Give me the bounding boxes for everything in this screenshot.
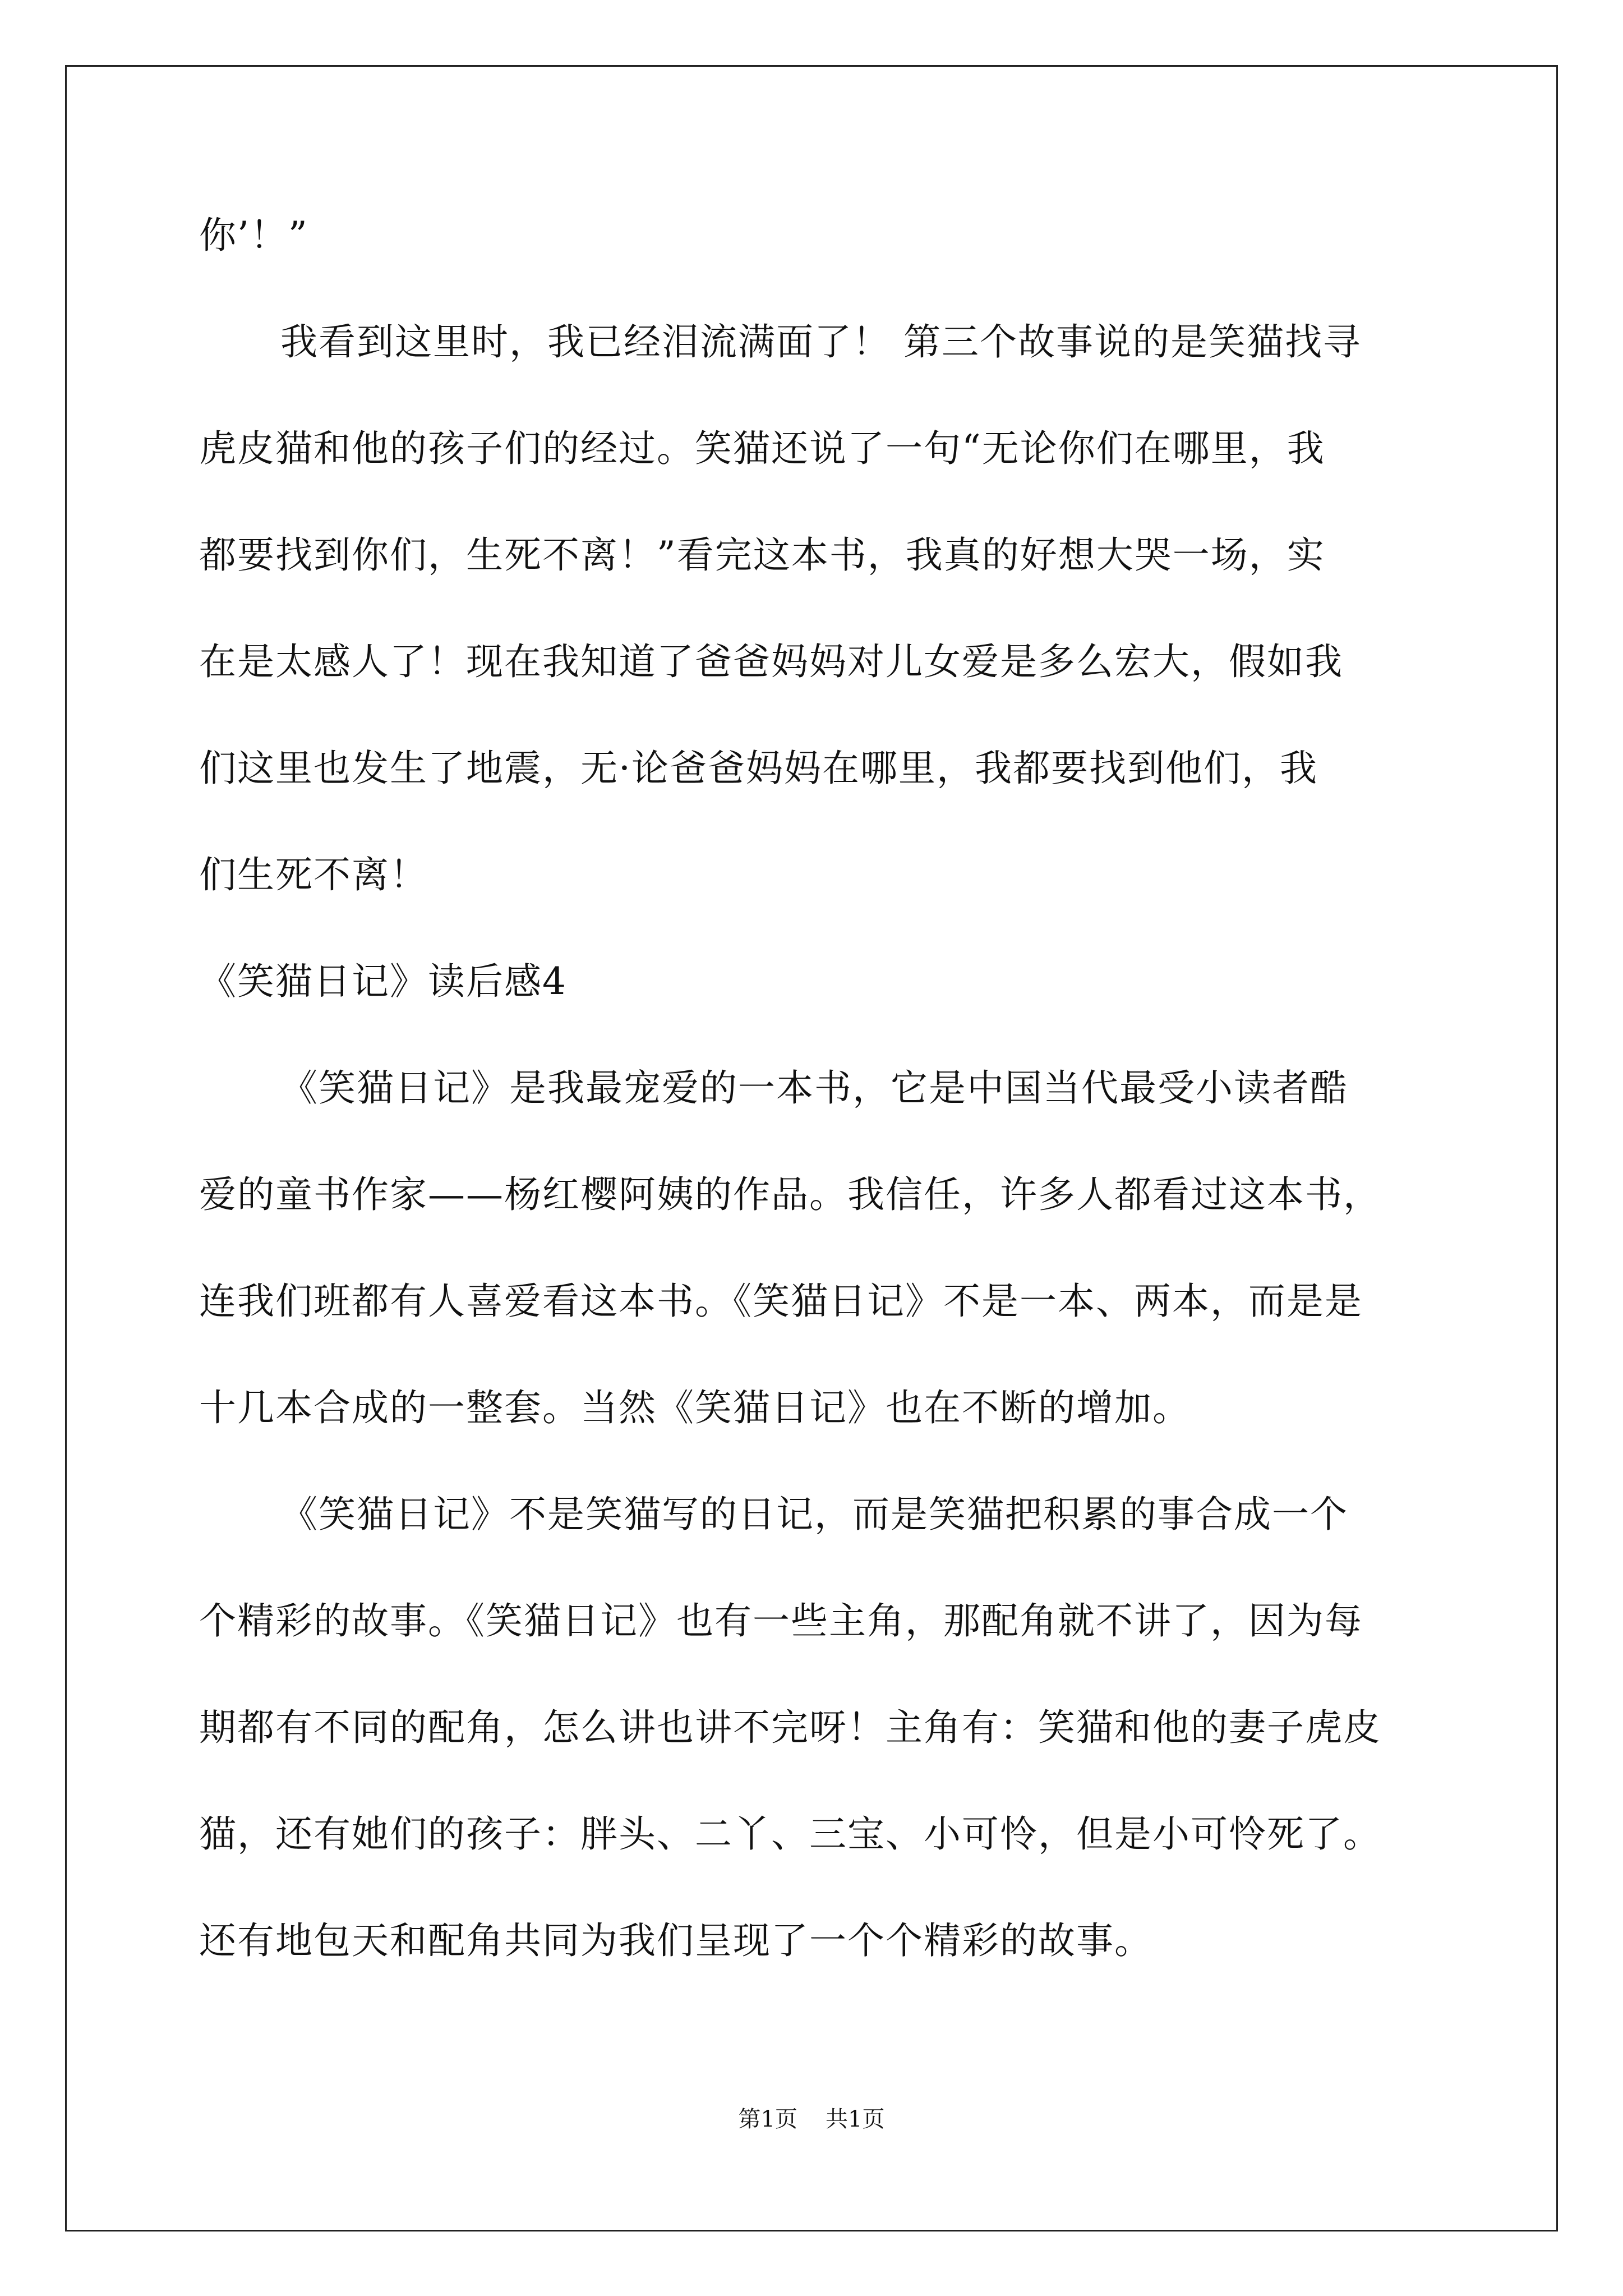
text-line-1: 你’！”: [199, 214, 308, 257]
page-number-current: 第1页: [738, 2106, 797, 2132]
text-line-16: 猫，还有她们的孩子：胖头、二丫、三宝、小可怜，但是小可怜死了。: [199, 1812, 1381, 1856]
section-title: 《笑猫日记》读后感4: [199, 960, 567, 1003]
text-line-14: 个精彩的故事。《笑猫日记》也有一些主角，那配角就不讲了，因为每: [199, 1599, 1363, 1642]
text-line-10: 爱的童书作家——杨红樱阿姨的作品。我信任，许多人都看过这本书，: [199, 1173, 1381, 1216]
page-footer: [0, 2102, 1623, 2136]
text-line-5: 在是太感人了！现在我知道了爸爸妈妈对儿女爱是多么宏大，假如我: [199, 640, 1343, 683]
text-line-3: 虎皮猫和他的孩子们的经过。笑猫还说了一句“无论你们在哪里，我: [199, 427, 1325, 470]
text-line-15: 期都有不同的配角，怎么讲也讲不完呀！主角有：笑猫和他的妻子虎皮: [199, 1706, 1381, 1749]
text-line-2: 我看到这里时，我已经泪流满面了！ 第三个故事说的是笑猫找寻: [280, 320, 1361, 364]
text-line-4: 都要找到你们，生死不离！”看完这本书，我真的好想大哭一场，实: [199, 533, 1325, 577]
text-line-13: 《笑猫日记》不是笑猫写的日记，而是笑猫把积累的事合成一个: [280, 1493, 1348, 1536]
page-number-total: 共1页: [826, 2106, 885, 2132]
text-line-17: 还有地包天和配角共同为我们呈现了一个个精彩的故事。: [199, 1919, 1152, 1962]
text-line-11: 连我们班都有人喜爱看这本书。《笑猫日记》不是一本、两本，而是是: [199, 1280, 1363, 1323]
text-line-7: 们生死不离！: [199, 853, 428, 896]
text-line-6: 们这里也发生了地震，无·论爸爸妈妈在哪里，我都要找到他们，我: [199, 747, 1318, 790]
document-body: [199, 208, 1450, 2019]
text-line-12: 十几本合成的一整套。当然《笑猫日记》也在不断的增加。: [199, 1386, 1191, 1429]
text-line-9: 《笑猫日记》是我最宠爱的一本书，它是中国当代最受小读者酷: [280, 1066, 1348, 1110]
